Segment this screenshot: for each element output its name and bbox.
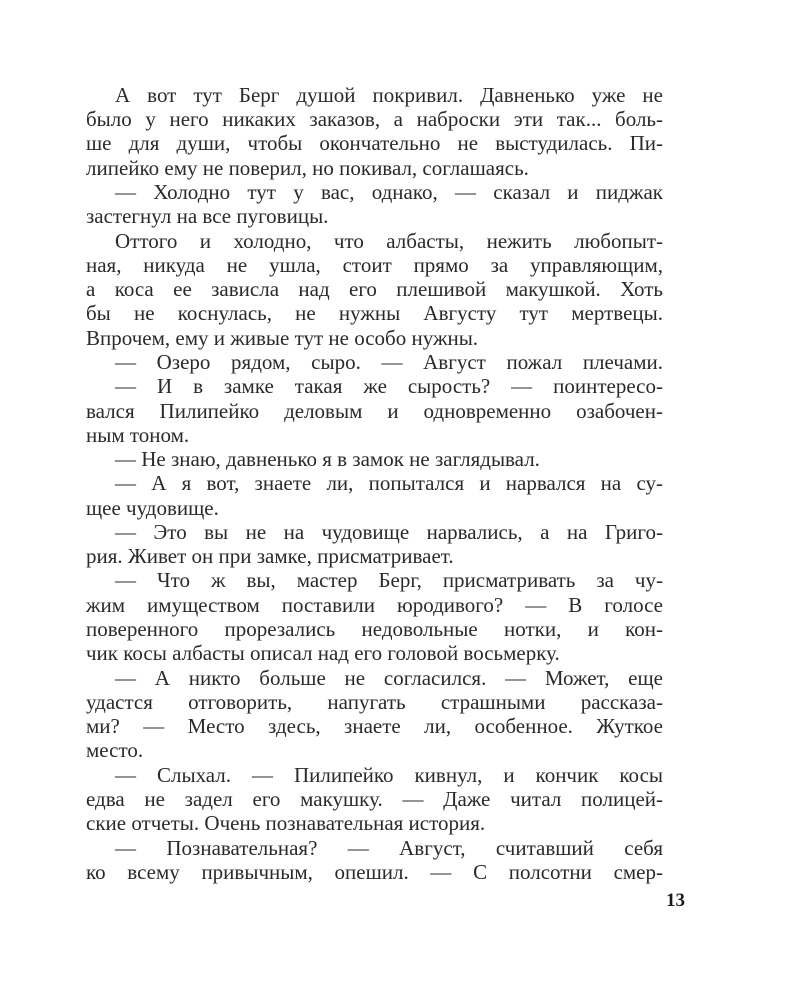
text-line: ше для души, чтобы окончательно не выстудилась. Пи-	[86, 131, 663, 156]
text-line: — Озеро рядом, сыро. — Август пожал плечами.	[115, 349, 663, 374]
text-line: чик косы албасты описал над его головой восьмерку.	[86, 641, 560, 666]
text-line: — Холодно тут у вас, однако, — сказал и пиджак	[115, 179, 663, 204]
text-line: ным тоном.	[86, 422, 190, 447]
text-line: — Что ж вы, мастер Берг, присматривать за чу-	[115, 568, 663, 593]
text-line: а коса ее зависла над его плешивой макушкой. Хоть	[86, 277, 663, 302]
text-line: ко всему привычным, опешил. — С полсотни смер-	[86, 859, 663, 884]
text-line: ские отчеты. Очень познавательная история.	[86, 811, 486, 836]
text-line: — Не знаю, давненько я в замок не заглядывал.	[115, 447, 540, 472]
text-line: место.	[86, 738, 144, 763]
text-line: Оттого и холодно, что албасты, нежить любопыт-	[115, 228, 663, 253]
text-line: вался Пилипейко деловым и одновременно озабочен-	[86, 398, 663, 423]
text-line: поверенного прорезались недовольные нотки, и кон-	[86, 617, 663, 642]
page-number: 13	[666, 890, 685, 911]
text-line: — Слыхал. — Пилипейко кивнул, и кончик косы	[115, 762, 663, 787]
text-line: едва не задел его макушку. — Даже читал полицей-	[86, 787, 663, 812]
text-line: — И в замке такая же сырость? — поинтересо-	[115, 374, 663, 399]
text-line: — Познавательная? — Август, считавший себя	[115, 835, 663, 860]
text-line: — А я вот, знаете ли, попытался и нарвался на су-	[115, 471, 663, 496]
text-line: — А никто больше не согласился. — Может, еще	[115, 665, 663, 690]
body-text	[86, 83, 663, 884]
text-line: щее чудовище.	[86, 495, 219, 520]
text-line: ная, никуда не ушла, стоит прямо за управляющим,	[86, 252, 663, 277]
text-line: липейко ему не поверил, но покивал, соглашаясь.	[86, 155, 529, 180]
text-line: удастся отговорить, напугать страшными рассказа-	[86, 689, 663, 714]
text-line: ми? — Место здесь, знаете ли, особенное. Жуткое	[86, 714, 663, 739]
text-line: бы не коснулась, не нужны Августу тут мертвецы.	[86, 301, 663, 326]
text-line: было у него никаких заказов, а наброски эти так... боль-	[86, 107, 663, 132]
text-line: А вот тут Берг душой покривил. Давненько уже не	[115, 82, 663, 107]
text-line: жим имуществом поставили юродивого? — В голосе	[86, 592, 663, 617]
text-line: Впрочем, ему и живые тут не особо нужны.	[86, 325, 479, 350]
text-line: — Это вы не на чудовище нарвались, а на Григо-	[115, 519, 663, 544]
text-line: застегнул на все пуговицы.	[86, 204, 329, 229]
text-line: рия. Живет он при замке, присматривает.	[86, 544, 454, 569]
